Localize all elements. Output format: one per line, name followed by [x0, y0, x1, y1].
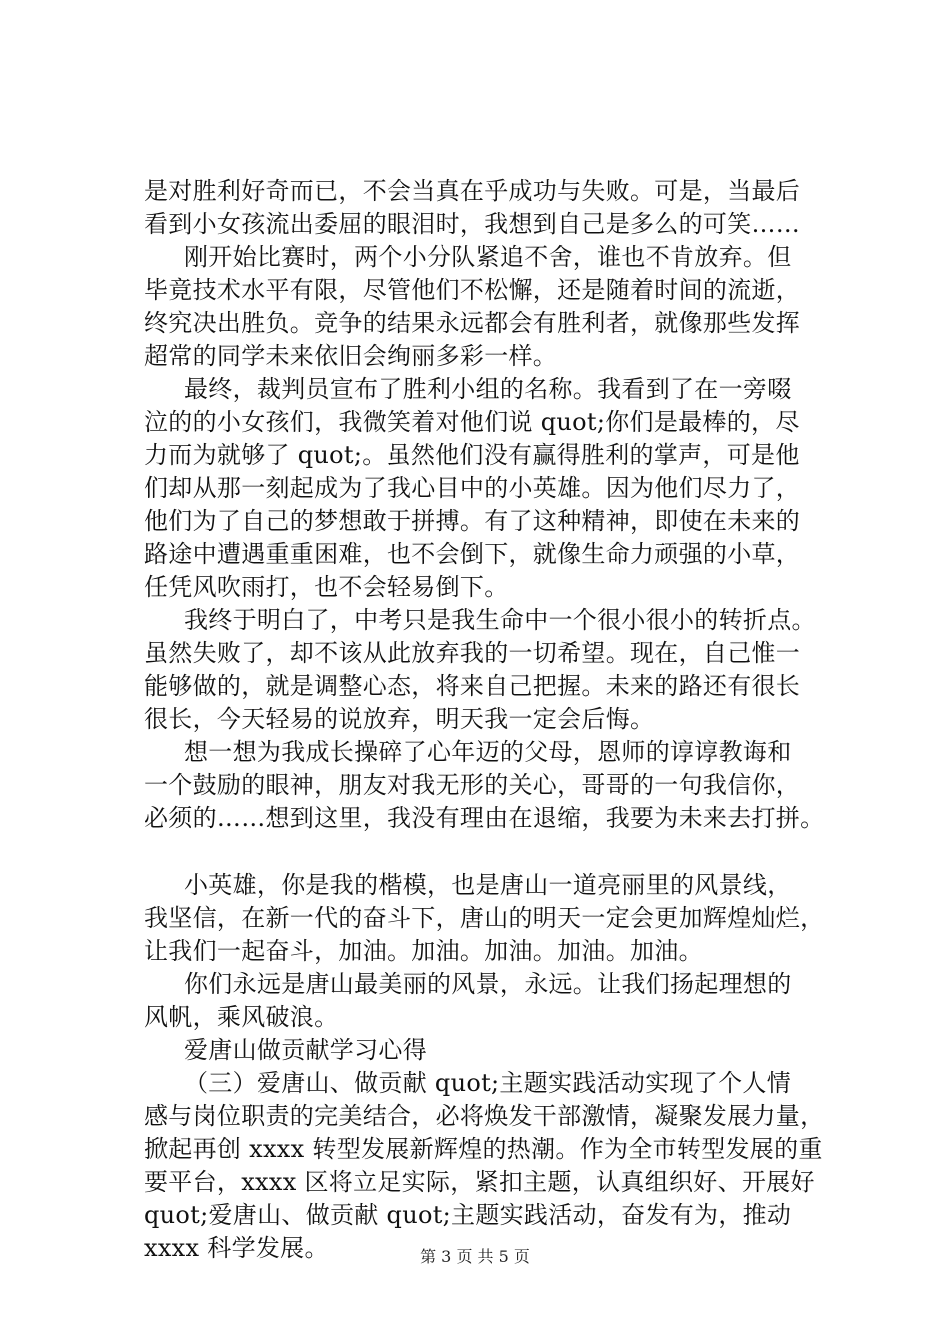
paragraph: [144, 1067, 844, 1265]
text-line: 任凭风吹雨打，也不会轻易倒下。: [144, 573, 509, 601]
text-line: 我终于明白了，中考只是我生命中一个很小很小的转折点。: [184, 606, 816, 634]
paragraph: [144, 175, 844, 241]
text-line: 风帆，乘风破浪。: [144, 1003, 339, 1031]
text-line: 能够做的，就是调整心态，将来自己把握。未来的路还有很长: [144, 672, 801, 700]
text-line: 路途中遭遇重重困难，也不会倒下，就像生命力顽强的小草，: [144, 540, 801, 568]
text-line: 掀起再创 xxxx 转型发展新辉煌的热潮。作为全市转型发展的重: [144, 1135, 823, 1163]
paragraph: [144, 241, 844, 373]
text-line: quot;爱唐山、做贡献 quot;主题实践活动，奋发有为，推动: [144, 1201, 792, 1229]
text-line: 力而为就够了 quot;。虽然他们没有赢得胜利的掌声，可是他: [144, 441, 800, 469]
text-line: （三）爱唐山、做贡献 quot;主题实践活动实现了个人情: [184, 1069, 792, 1097]
text-line: 一个鼓励的眼神，朋友对我无形的关心，哥哥的一句我信你，: [144, 771, 801, 799]
text-line: 他们为了自己的梦想敢于拼搏。有了这种精神，即使在未来的: [144, 507, 801, 535]
page-number-footer: 第 3 页 共 5 页: [420, 1247, 530, 1266]
text-line: 必须的……想到这里，我没有理由在退缩，我要为未来去打拼。: [144, 804, 825, 832]
text-line: 们却从那一刻起成为了我心目中的小英雄。因为他们尽力了，: [144, 474, 801, 502]
text-line: 我坚信，在新一代的奋斗下，唐山的明天一定会更加辉煌灿烂，: [144, 904, 825, 932]
paragraph: [144, 736, 844, 835]
text-line: 让我们一起奋斗，加油。加油。加油。加油。加油。: [144, 937, 703, 965]
blank-line: [144, 835, 844, 869]
text-line: 是对胜利好奇而已，不会当真在乎成功与失败。可是，当最后: [144, 177, 801, 205]
text-line: 小英雄，你是我的楷模，也是唐山一道亮丽里的风景线，: [184, 871, 792, 899]
text-line: 要平台，xxxx 区将立足实际，紧扣主题，认真组织好、开展好: [144, 1168, 815, 1196]
text-line: 毕竟技术水平有限，尽管他们不松懈，还是随着时间的流逝，: [144, 276, 801, 304]
text-line: xxxx 科学发展。: [144, 1234, 329, 1262]
text-line: 虽然失败了，却不该从此放弃我的一切希望。现在，自己惟一: [144, 639, 801, 667]
text-line: 超常的同学未来依旧会绚丽多彩一样。: [144, 342, 558, 370]
paragraph: [144, 968, 844, 1034]
paragraph: [144, 604, 844, 736]
paragraph: [144, 869, 844, 968]
text-line: 很长，今天轻易的说放弃，明天我一定会后悔。: [144, 705, 655, 733]
paragraph: [144, 373, 844, 604]
text-line: 看到小女孩流出委屈的眼泪时，我想到自己是多么的可笑……: [144, 210, 801, 238]
text-line: 最终，裁判员宣布了胜利小组的名称。我看到了在一旁啜: [184, 375, 792, 403]
text-line: 感与岗位职责的完美结合，必将焕发干部激情，凝聚发展力量，: [144, 1102, 825, 1130]
text-line: 终究决出胜负。竞争的结果永远都会有胜利者，就像那些发挥: [144, 309, 801, 337]
section-heading: [144, 1034, 844, 1067]
text-line: 爱唐山做贡献学习心得: [184, 1036, 427, 1064]
document-body: [144, 175, 844, 1265]
text-line: 你们永远是唐山最美丽的风景，永远。让我们扬起理想的: [184, 970, 792, 998]
text-line: 刚开始比赛时，两个小分队紧追不舍，谁也不肯放弃。但: [184, 243, 792, 271]
text-line: 泣的的小女孩们，我微笑着对他们说 quot;你们是最棒的，尽: [144, 408, 800, 436]
text-line: 想一想为我成长操碎了心年迈的父母，恩师的谆谆教诲和: [184, 738, 792, 766]
